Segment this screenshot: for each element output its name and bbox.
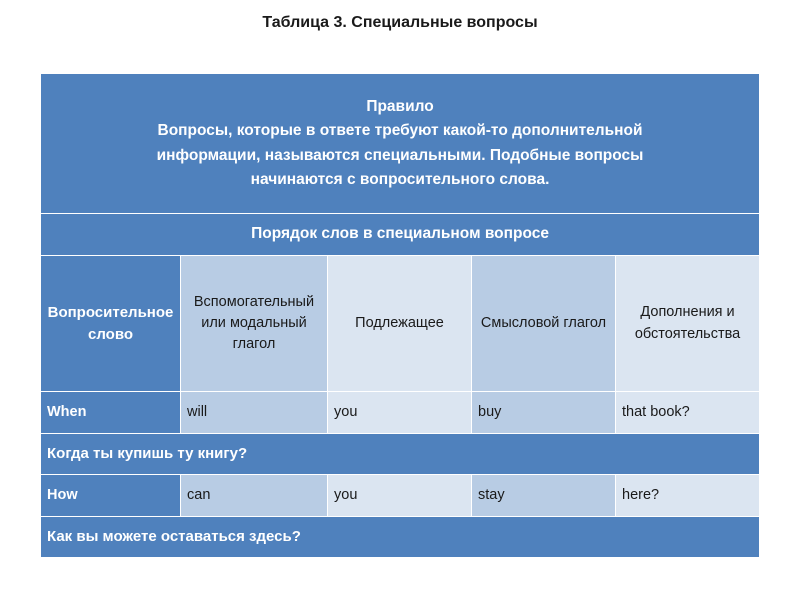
column-header-row (41, 256, 760, 392)
subject-cell: you (328, 475, 472, 517)
question-word-cell: How (41, 475, 181, 517)
translation-row (41, 434, 760, 475)
translation-cell: Как вы можете оставаться здесь? (41, 517, 760, 558)
column-header-question-word: Вопросительное слово (41, 256, 181, 392)
table-title: Таблица 3. Специальные вопросы (262, 14, 538, 31)
complement-cell: here? (616, 475, 760, 517)
column-header-complements: Дополнения и обстоятельства (616, 256, 760, 392)
complement-cell: that book? (616, 392, 760, 434)
translation-cell: Когда ты купишь ту книгу? (41, 434, 760, 475)
word-order-heading: Порядок слов в специальном вопросе (41, 214, 760, 256)
rule-text-line-1: Вопросы, которые в ответе требуют какой-то дополнительной (157, 122, 643, 140)
column-header-subject: Подлежащее (328, 256, 472, 392)
subject-cell: you (328, 392, 472, 434)
column-header-main-verb: Смысловой глагол (472, 256, 616, 392)
special-questions-table (40, 73, 760, 558)
rule-row (41, 74, 760, 214)
auxiliary-verb-cell: will (181, 392, 328, 434)
rule-cell (41, 74, 760, 214)
auxiliary-verb-cell: can (181, 475, 328, 517)
main-verb-cell: stay (472, 475, 616, 517)
table-row (41, 475, 760, 517)
order-heading-row (41, 214, 760, 256)
question-word-cell: When (41, 392, 181, 434)
table-row (41, 392, 760, 434)
main-verb-cell: buy (472, 392, 616, 434)
translation-row (41, 517, 760, 558)
rule-heading: Правило (366, 98, 434, 116)
rule-text-line-3: начинаются с вопросительного слова. (250, 170, 550, 188)
rule-text-line-2: информации, называются специальными. Подобные вопросы (156, 146, 644, 164)
column-header-auxiliary-verb: Вспомогательный или модальный глагол (181, 256, 328, 392)
